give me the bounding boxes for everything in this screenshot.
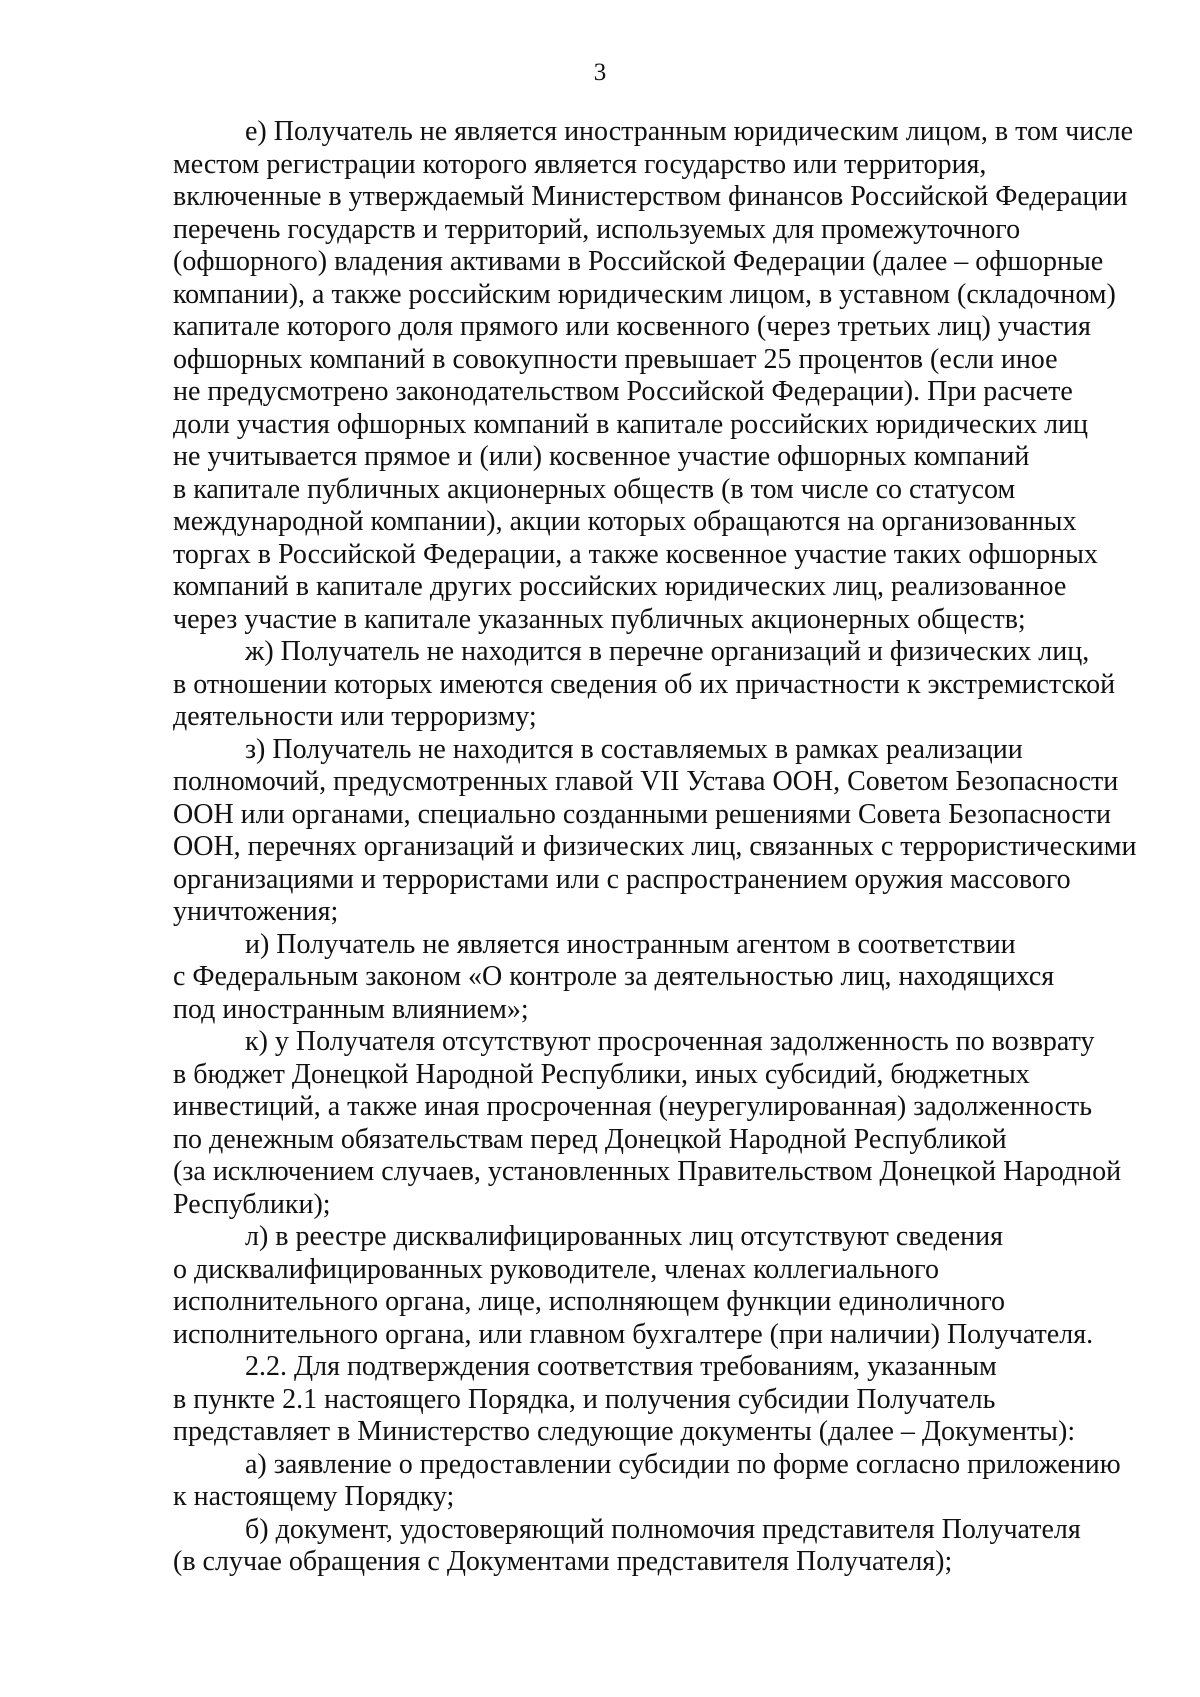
paragraph-i-foreign-agent: и) Получатель не является иностранным агентом в соответствии с Федеральным законом «О контроле за деятельностью лиц, находящихся под иностранным влиянием»; bbox=[173, 928, 1055, 1025]
paragraph-l-disqualified: л) в реестре дисквалифицированных лиц отсутствуют сведения о дисквалифицированных руководителе, членах коллегиального исполнительного органа, лице, исполняющем функции единоличного исполнительного органа, или главном бухгалтере (при наличии) Получателя. bbox=[173, 1221, 1094, 1350]
paragraph-zh-extremism: ж) Получатель не находится в перечне организаций и физических лиц, в отношении которых имеются сведения об их причастности к экстремистской деятельности или терроризму; bbox=[173, 636, 1116, 732]
paragraph-2-2-documents: 2.2. Для подтверждения соответствия требованиям, указанным в пункте 2.1 настоящего Порядка, и получения субсидии Получатель представляет в Министерство следующие документы (далее – Документы): bbox=[173, 1351, 1076, 1447]
paragraph-b-authority-document: б) документ, удостоверяющий полномочия представителя Получателя (в случае обращения с Документами представителя Получателя); bbox=[173, 1513, 1081, 1577]
paragraph-e-offshore: е) Получатель не является иностранным юридическим лицом, в том числе местом регистрации которого является государство или территория, включенные в утверждаемый Министерством финансов Российской Федерации перечень государств и территорий, используемых для промежуточного (офшорного) владения активами в Российской Федерации (далее – офшорные компании), а также российским юридическим лицом, в уставном (складочном) капитале которого доля прямого или косвенного (через третьих лиц) участия офшорных компаний в совокупности превышает 25 процентов (если иное не предусмотрено законодательством Российской Федерации). При расчете доли участия офшорных компаний в капитале российских юридических лиц не учитывается прямое и (или) косвенное участие офшорных компаний в капитале публичных акционерных обществ (в том числе со статусом международной компании), акции которых обращаются на организованных торгах в Российской Федерации, а также косвенное участие таких офшорных компаний в капитале других российских юридических лиц, реализованное через участие в капитале указанных публичных акционерных обществ; bbox=[173, 116, 1134, 635]
page-number: 3 bbox=[593, 59, 607, 86]
paragraph-z-un-lists: з) Получатель не находится в составляемых в рамках реализации полномочий, предусмотренных главой VII Устава ООН, Советом Безопасности ООН или органами, специально созданными решениями Совета Безопасности ООН, перечнях организаций и физических лиц, связанных с террористическими организациями и террористами или с распространением оружия массового уничтожения; bbox=[173, 733, 1137, 927]
document-body bbox=[173, 116, 1148, 1579]
paragraph-a-application: а) заявление о предоставлении субсидии по форме согласно приложению к настоящему Порядку; bbox=[173, 1448, 1121, 1512]
paragraph-k-debt: к) у Получателя отсутствуют просроченная задолженность по возврату в бюджет Донецкой Народной Республики, иных субсидий, бюджетных инвестиций, а также иная просроченная (неурегулированная) задолженность по денежным обязательствам перед Донецкой Народной Республикой (за исключением случаев, установленных Правительством Донецкой Народной Республики); bbox=[173, 1026, 1122, 1220]
